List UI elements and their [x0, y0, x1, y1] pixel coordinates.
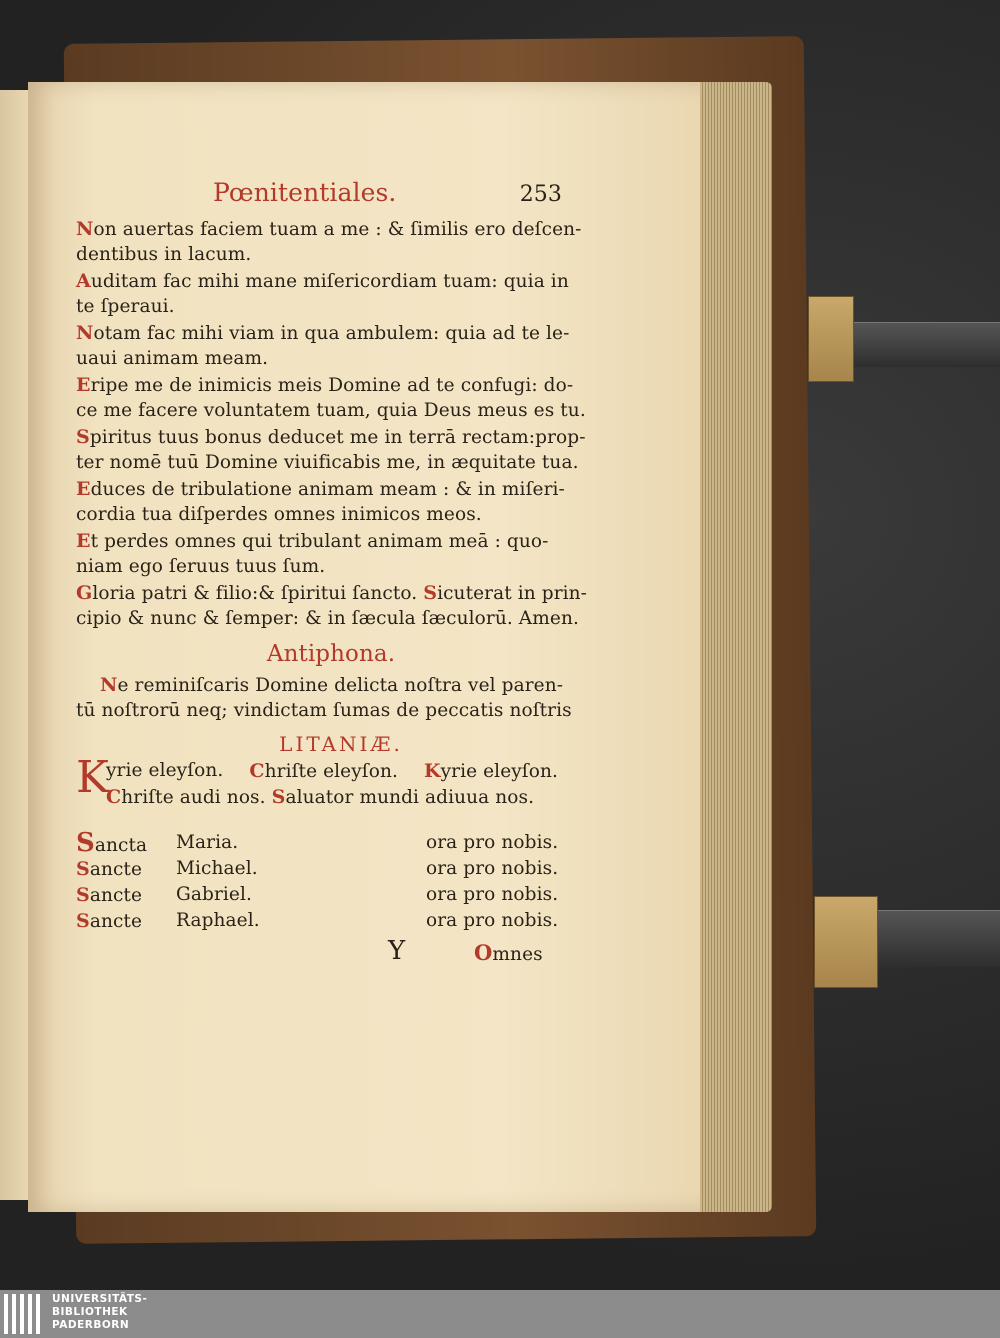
library-footer — [0, 1290, 1000, 1338]
verse — [76, 424, 586, 476]
verse — [76, 320, 570, 372]
gloria-initial: G — [76, 582, 93, 604]
list-item — [76, 856, 566, 882]
saint-response: ora pro nobis. — [426, 832, 559, 853]
gloria-patri — [76, 580, 588, 632]
salvator-text: aluator mundi adiuua nos. — [285, 787, 535, 808]
top-clasp-plate — [808, 296, 854, 382]
gloria-text: icuterat in prin- — [437, 583, 588, 604]
kyrie-line — [106, 758, 558, 784]
saint-name: Maria. — [176, 832, 239, 853]
verse-initial: E — [76, 530, 91, 552]
verse-line: ce me facere voluntatem tuam, quia Deus meus es tu. — [76, 400, 586, 421]
logo-line: BIBLIOTHEK — [52, 1306, 128, 1318]
verse-line: on auertas faciem tuam a me : & ſimilis ero deſcen- — [93, 219, 582, 240]
christe2-initial: C — [106, 786, 122, 808]
salvator-initial: S — [271, 786, 286, 808]
verse-initial: E — [76, 374, 91, 396]
bottom-clasp-plate — [814, 896, 878, 988]
list-item — [76, 908, 566, 934]
saint-response: ora pro nobis. — [426, 910, 559, 931]
antiphona-text — [76, 672, 572, 724]
christe-text: hriſte eleyſon. — [264, 761, 398, 782]
verse-line: ter nomē tuū Domine viuificabis me, in æquitate tua. — [76, 452, 579, 473]
logo-line: PADERBORN — [52, 1319, 130, 1331]
verse-initial: E — [76, 478, 91, 500]
verse-initial: A — [76, 270, 91, 292]
running-head: Pœnitentiales. — [213, 178, 397, 207]
gloria-line: cipio & nunc & ſemper: & in ſæcula ſæculorū. Amen. — [76, 608, 579, 629]
verse-line: piritus tuus bonus deducet me in terrā rectam:prop- — [89, 427, 586, 448]
saint-initial: S — [76, 858, 90, 880]
christe-audi-line — [106, 784, 534, 810]
litaniae-heading: LITANIÆ. — [279, 732, 403, 756]
verse-line: ripe me de inimicis meis Domine ad te confugi: do- — [90, 375, 574, 396]
saint-title: ancta — [94, 835, 148, 856]
kyrie-block — [76, 752, 566, 812]
antiphona-heading: Antiphona. — [266, 641, 396, 667]
list-item — [76, 882, 566, 908]
signature-mark: Y — [388, 936, 406, 966]
verse-list — [76, 216, 588, 632]
saint-name: Michael. — [176, 858, 258, 879]
verse-line: t perdes omnes qui tribulant animam meā : quo- — [90, 531, 549, 552]
saint-response: ora pro nobis. — [426, 858, 559, 879]
verse-line: dentibus in lacum. — [76, 244, 252, 265]
saint-initial: S — [76, 910, 90, 932]
library-logo-text — [52, 1293, 147, 1332]
verse-line: otam fac mihi viam in qua ambulem: quia ad te le- — [93, 323, 570, 344]
verse-line: te ſperaui. — [76, 296, 175, 317]
page-fore-edge — [700, 82, 772, 1212]
kyrie2-initial: K — [423, 760, 441, 782]
saint-title: ancte — [89, 859, 143, 880]
catchword-initial: O — [474, 940, 493, 965]
verse-line: uaui animam meam. — [76, 348, 269, 369]
saint-response: ora pro nobis. — [426, 884, 559, 905]
folio-number: 253 — [519, 182, 562, 207]
catchword: mnes — [492, 944, 543, 965]
list-item — [76, 830, 566, 856]
kyrie2-text: yrie eleyſon. — [440, 761, 558, 782]
saint-name: Gabriel. — [176, 884, 252, 905]
christe2-text: hriſte audi nos. — [121, 787, 266, 808]
verse-line: niam ego ſeruus tuus ſum. — [76, 556, 326, 577]
saint-name: Raphael. — [176, 910, 260, 931]
verse-initial: N — [76, 322, 94, 344]
verse-line: uditam fac mihi mane miſericordiam tuam: quia in — [90, 271, 569, 292]
verse-line: cordia tua diſperdes omnes inimicos meos. — [76, 504, 482, 525]
verse — [76, 476, 566, 528]
kyrie-text: yrie eleyſon. — [106, 760, 224, 781]
verse — [76, 268, 569, 320]
antiphona-initial: N — [100, 674, 118, 696]
saint-title: ancte — [89, 885, 143, 906]
page-text — [76, 178, 588, 968]
antiphona-line: tū noſtrorū neq; vindictam ſumas de peccatis noſtris — [76, 700, 572, 721]
page-footer-marks — [76, 938, 566, 968]
verse-line: duces de tribulatione animam meam : & in miſeri- — [90, 479, 565, 500]
verse-initial: S — [76, 426, 90, 448]
page-header — [76, 180, 566, 216]
verse — [76, 216, 582, 268]
christe-initial: C — [249, 760, 265, 782]
verse-initial: N — [76, 218, 94, 240]
kyrie-initial: K — [76, 752, 109, 803]
saint-title: ancte — [89, 911, 143, 932]
saint-initial: S — [76, 884, 90, 906]
gloria-text: loria patri & filio:& ſpiritui ſancto. — [92, 583, 418, 604]
antiphona-line: e reminiſcaris Domine delicta noſtra vel paren- — [117, 675, 564, 696]
saints-list — [76, 830, 566, 934]
verse — [76, 528, 566, 580]
sicut-initial: S — [423, 582, 438, 604]
logo-line: UNIVERSITÄTS- — [52, 1293, 148, 1305]
verse — [76, 372, 586, 424]
saint-initial: S — [76, 828, 95, 858]
library-logo-icon — [4, 1294, 44, 1334]
